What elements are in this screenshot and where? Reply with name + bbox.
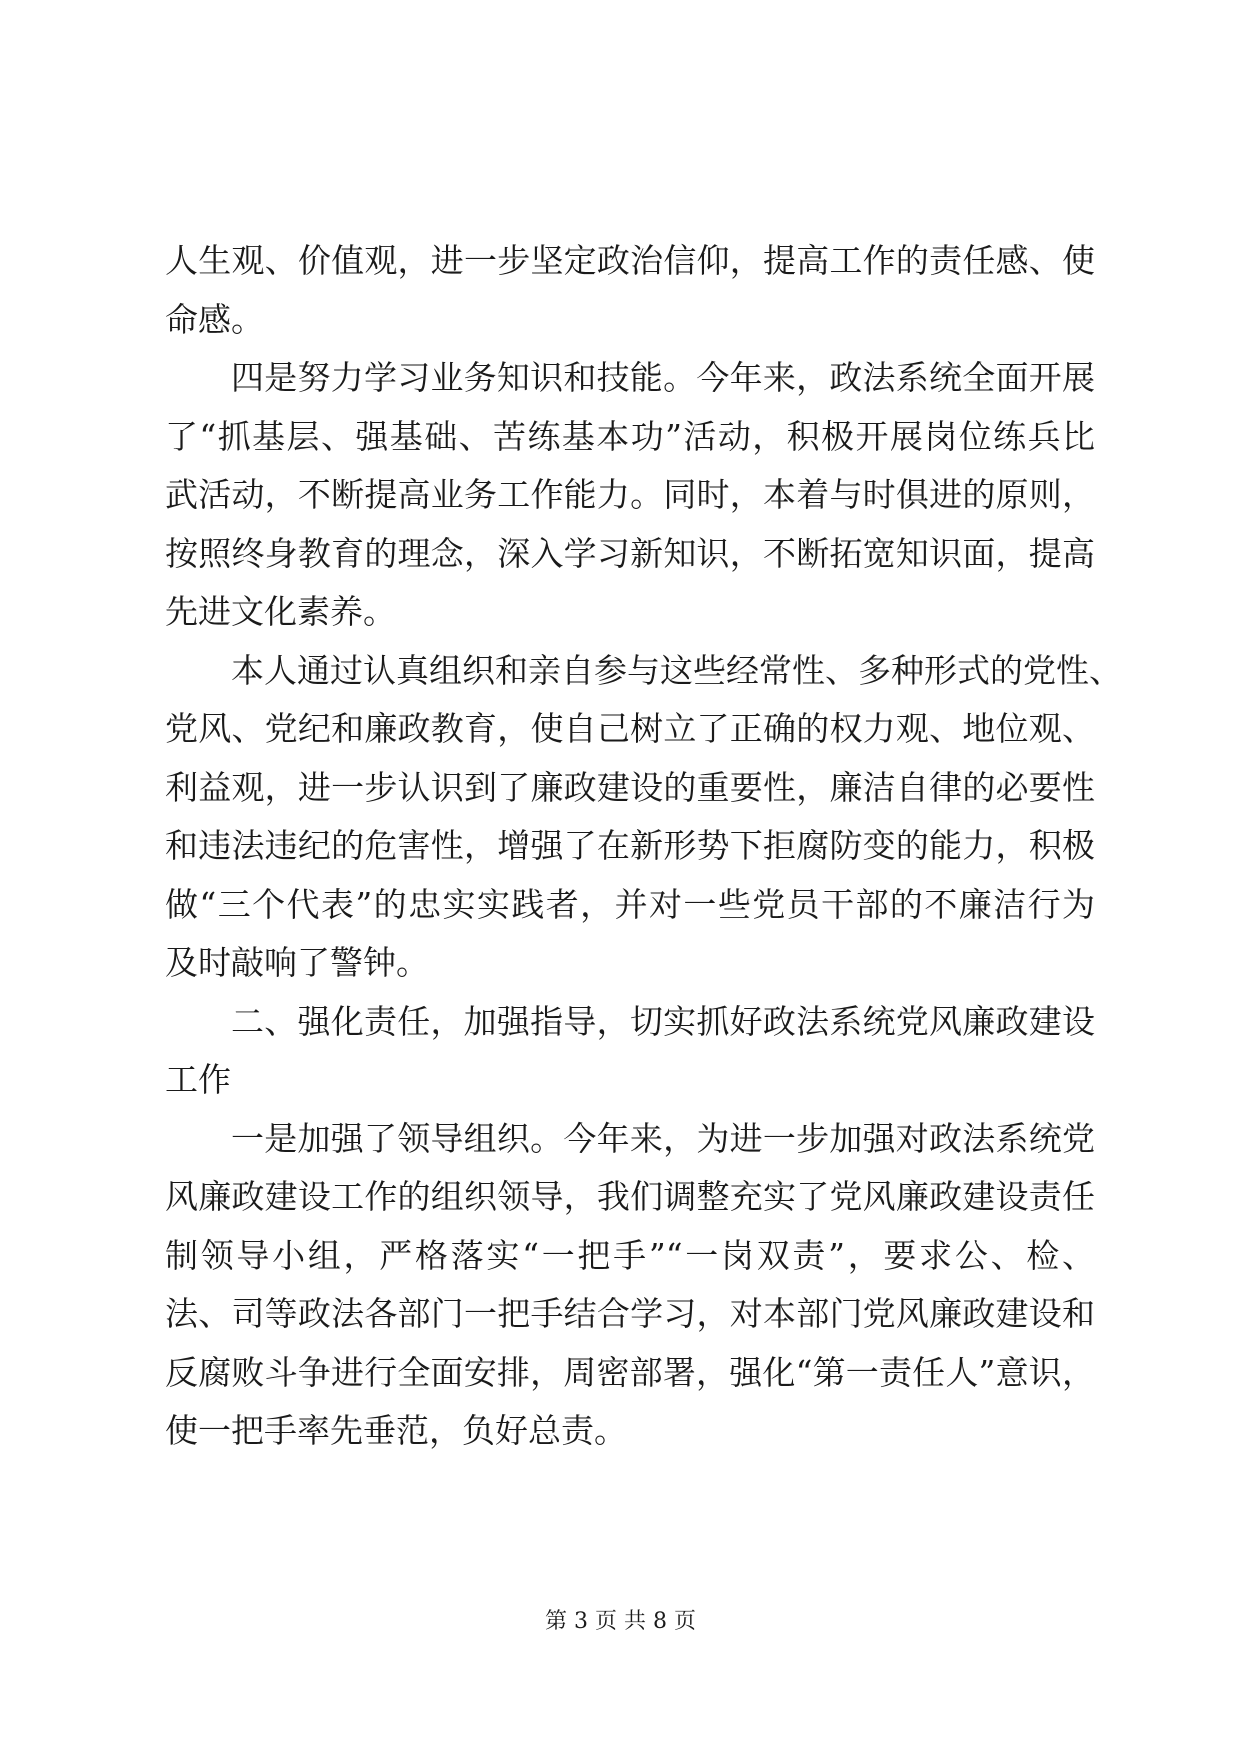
text-line: 了“抓基层、强基础、苦练基本功”活动，积极开展岗位练兵比 — [165, 416, 1095, 456]
text-line: 工作 — [165, 1060, 231, 1099]
text-line: 一是加强了领导组织。今年来，为进一步加强对政法系统党 — [231, 1118, 1095, 1158]
text-line: 反腐败斗争进行全面安排，周密部署，强化“第一责任人”意识， — [165, 1352, 1095, 1392]
text-line: 党风、党纪和廉政教育，使自己树立了正确的权力观、地位观、 — [165, 709, 1095, 748]
text-line: 使一把手率先垂范，负好总责。 — [165, 1411, 627, 1450]
text-line: 武活动，不断提高业务工作能力。同时，本着与时俱进的原则， — [165, 475, 1095, 514]
text-line: 本人通过认真组织和亲自参与这些经常性、多种形式的党性、 — [231, 650, 1122, 690]
text-line: 风廉政建设工作的组织领导，我们调整充实了党风廉政建设责任 — [165, 1177, 1095, 1216]
text-line: 按照终身教育的理念，深入学习新知识，不断拓宽知识面，提高 — [165, 533, 1095, 573]
text-line: 先进文化素养。 — [165, 592, 396, 631]
text-line: 及时敲响了警钟。 — [165, 943, 429, 982]
body-text — [165, 232, 1122, 1461]
text-line: 做“三个代表”的忠实实践者，并对一些党员干部的不廉洁行为 — [165, 884, 1095, 924]
text-line: 和违法违纪的危害性，增强了在新形势下拒腐防变的能力，积极 — [165, 826, 1095, 865]
text-line: 命感。 — [165, 299, 264, 339]
text-line: 人生观、价值观，进一步坚定政治信仰，提高工作的责任感、使 — [165, 241, 1095, 280]
text-line: 制领导小组，严格落实“一把手”“一岗双责”，要求公、检、 — [165, 1235, 1095, 1275]
text-line: 法、司等政法各部门一把手结合学习，对本部门党风廉政建设和 — [165, 1294, 1095, 1333]
page-number-footer: 第 3 页 共 8 页 — [545, 1609, 696, 1634]
text-line: 二、强化责任，加强指导，切实抓好政法系统党风廉政建设 — [231, 1001, 1095, 1041]
text-line: 四是努力学习业务知识和技能。今年来，政法系统全面开展 — [231, 358, 1095, 397]
text-line: 利益观，进一步认识到了廉政建设的重要性，廉洁自律的必要性 — [165, 767, 1095, 807]
